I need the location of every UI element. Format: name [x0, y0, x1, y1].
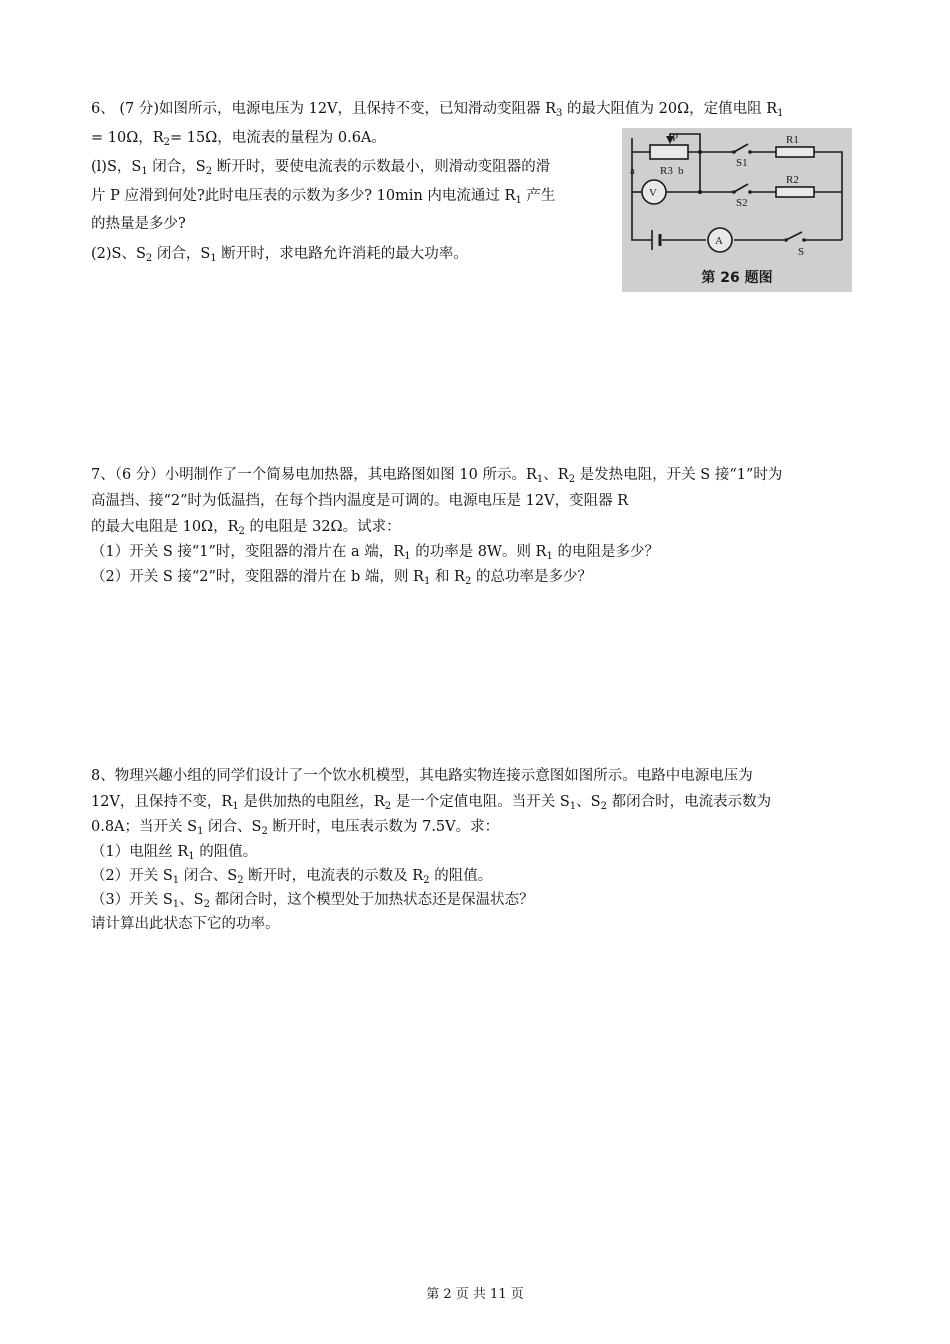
- figure-caption: 第 26 题图: [701, 270, 773, 286]
- q6-line-5: 的热量是多少?: [91, 216, 186, 232]
- q7-line-4: （1）开关 S 接“1”时，变阻器的滑片在 a 端，$R_1$ 的功率是 8W。则 $R_1$ 的电阻是多少？: [91, 544, 659, 562]
- label-p: P: [672, 132, 679, 144]
- page-footer: 第 2 页 共 11 页: [426, 1287, 524, 1302]
- q7-line-5: （2）开关 S 接“2”时，变阻器的滑片在 b 端，则 $R_1$ 和 $R_2$ 的总功率是多少？: [91, 569, 592, 587]
- q6-line-4: 片 P 应滑到何处?此时电压表的示数为多少? 10min 内电流通过 $R_1$ 产生: [91, 188, 556, 206]
- q6-line-6: (2)S、$S_2$ 闭合，$S_1$ 断开时，求电路允许消耗的最大功率。: [91, 246, 468, 264]
- q8-line-2: 12V，且保持不变，$R_1$ 是供加热的电阻丝，$R_2$ 是一个定值电阻。当开关 $S_1$、$S_2$ 都闭合时，电流表示数为: [91, 794, 772, 812]
- q6-line-2: = 10Ω，$R_2= 15\Omega$，电流表的量程为 0.6A。: [91, 130, 386, 148]
- q6-line-1: 6、 (7 分)如图所示，电源电压为 12V，且保持不变，已知滑动变阻器 $R_3$ 的最大阻值为 20Ω，定值电阻 $R_1$: [91, 101, 784, 119]
- label-r3: R3: [660, 165, 673, 177]
- label-v: V: [649, 187, 657, 199]
- resistor-r2: [776, 187, 814, 197]
- q8-line-3: 0.8A；当开关 $S_1$ 闭合、$S_2$ 断开时，电压表示数为 7.5V。求：: [91, 819, 500, 837]
- q7-line-3: 的最大电阻是 10Ω，$R_2$ 的电阻是 32Ω。试求：: [91, 519, 401, 537]
- q8-line-7: 请计算出此状态下它的功率。: [91, 916, 280, 932]
- label-s1: S1: [736, 157, 748, 169]
- label-r1: R1: [786, 134, 799, 146]
- label-s2: S2: [736, 197, 748, 209]
- q6-circuit-diagram: [622, 128, 852, 292]
- rheostat-r3: [650, 145, 688, 159]
- q8-line-1: 8、物理兴趣小组的同学们设计了一个饮水机模型，其电路实物连接示意图如图所示。电路中电源电压为: [91, 768, 753, 784]
- resistor-r1: [776, 147, 814, 157]
- q7-line-1: 7、（6 分）小明制作了一个简易电加热器，其电路图如图 10 所示。$R_1$、$R_2$ 是发热电阻，开关 S 接“1”时为: [91, 467, 783, 485]
- label-a: a: [630, 165, 635, 177]
- q8-line-5: （2）开关 $S_1$ 闭合、$S_2$ 断开时，电流表的示数及 $R_2$ 的阻值。: [91, 868, 493, 886]
- q8-line-6: （3）开关 $S_1$、$S_2$ 都闭合时，这个模型处于加热状态还是保温状态？: [91, 892, 534, 910]
- q8-line-4: （1）电阻丝 $R_1$ 的阻值。: [91, 844, 258, 862]
- q6-line-3: (l)S，$S_1$ 闭合，$S_2$ 断开时，要使电流表的示数最小，则滑动变阻器的滑: [91, 159, 551, 177]
- label-s: S: [798, 246, 805, 258]
- q7-line-2: 高温挡、接“2”时为低温挡，在每个挡内温度是可调的。电源电压是 12V，变阻器 R: [91, 493, 629, 509]
- label-a-meter: A: [715, 235, 723, 247]
- label-b: b: [678, 165, 684, 177]
- label-r2: R2: [786, 174, 799, 186]
